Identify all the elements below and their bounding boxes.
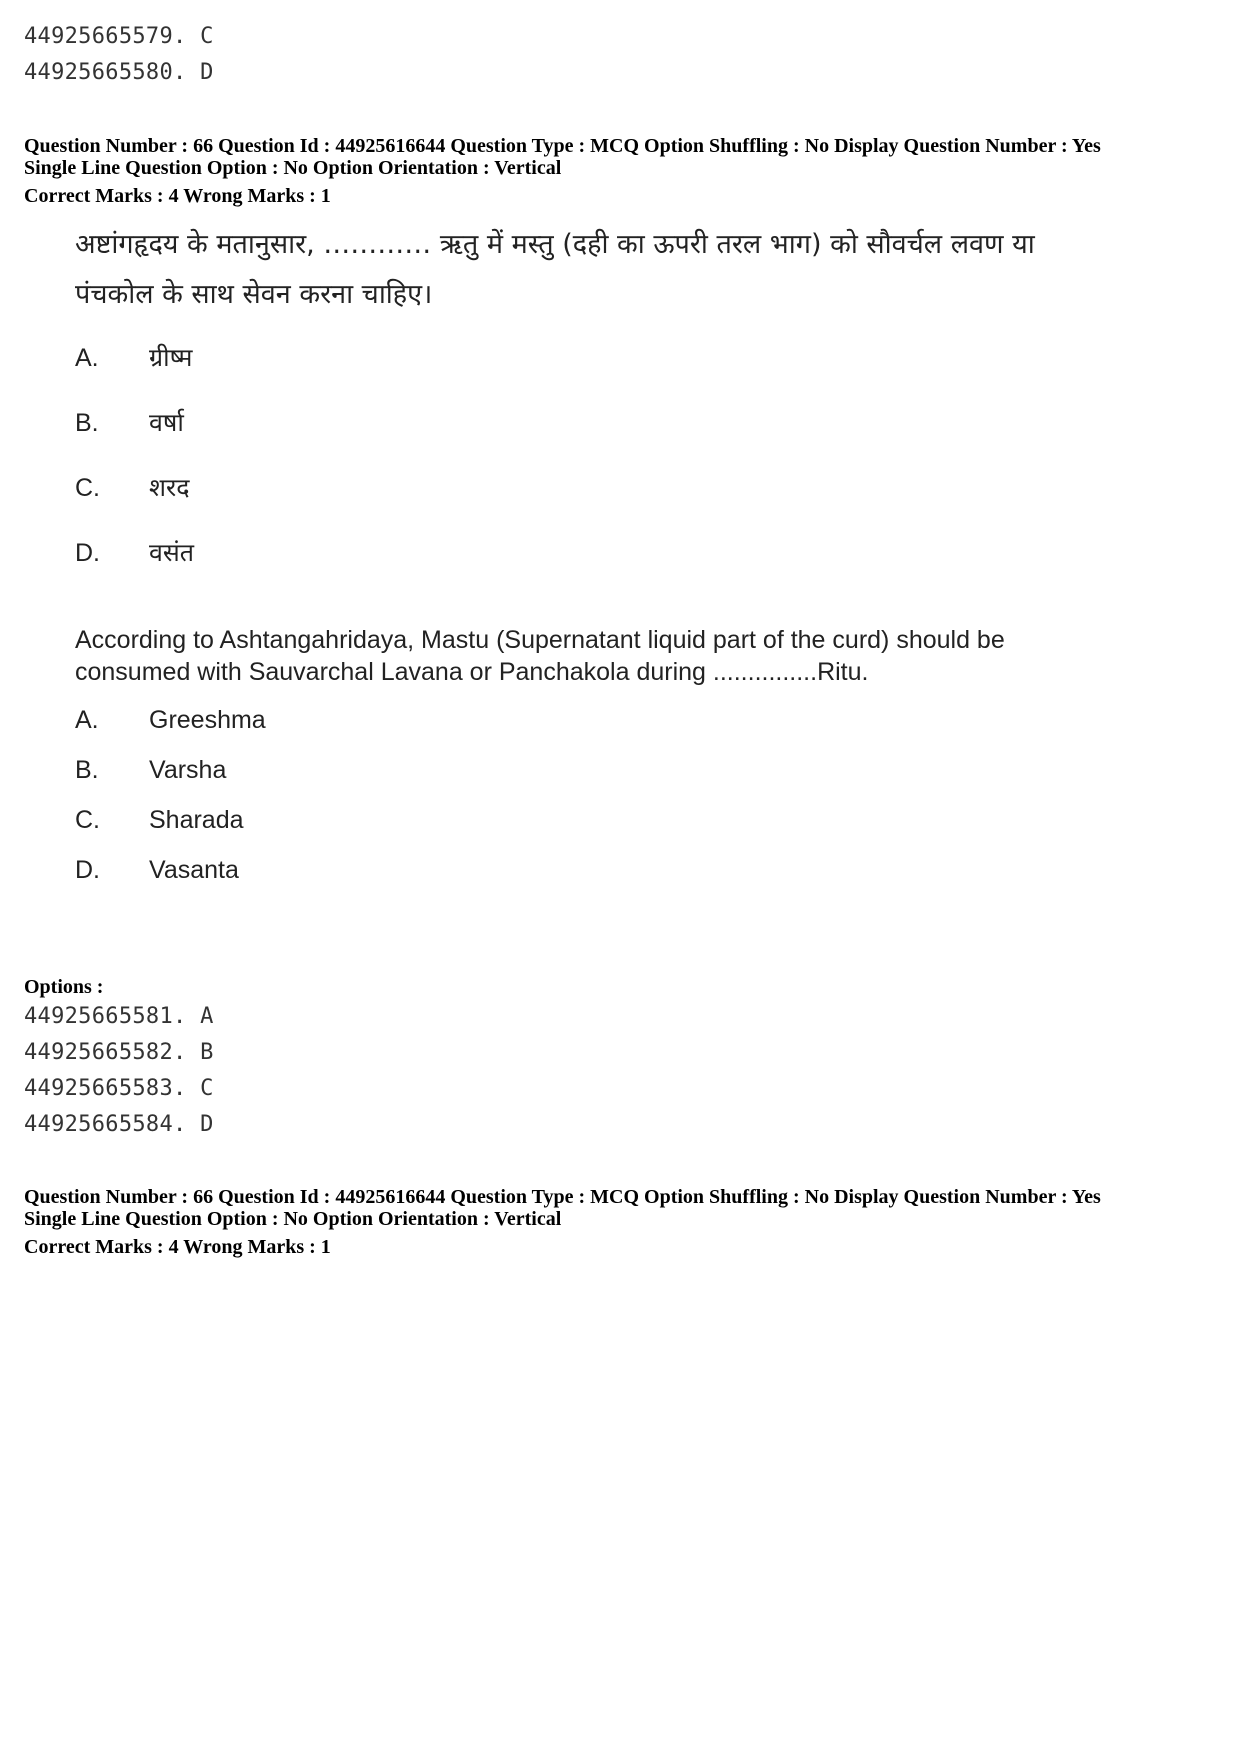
previous-option-c: 44925665579. C (24, 24, 214, 49)
question-english-line2: consumed with Sauvarchal Lavana or Panchakola during ...............Ritu. (75, 658, 869, 686)
answer-option-c: 44925665583. C (24, 1076, 214, 1101)
question-marks-line: Correct Marks : 4 Wrong Marks : 1 (24, 1236, 331, 1258)
option-letter: D. (75, 856, 100, 884)
answer-option-d: 44925665584. D (24, 1112, 214, 1137)
english-option-d (75, 856, 239, 885)
option-letter: C. (75, 806, 100, 834)
option-text: वसंत (149, 538, 195, 567)
question-meta-line2: Single Line Question Option : No Option Orientation : Vertical (24, 1208, 562, 1230)
question-hindi-line1: अष्टांगहृदय के मतानुसार, ………… ऋतु में मस्तु (दही का ऊपरी तरल भाग) को सौवर्चल लवण या (75, 229, 1035, 260)
question-meta-top (24, 135, 1224, 207)
question-hindi-text (75, 220, 1135, 320)
option-text: Varsha (149, 756, 227, 784)
answer-option-a: 44925665581. A (24, 1004, 214, 1029)
question-marks-line: Correct Marks : 4 Wrong Marks : 1 (24, 185, 331, 207)
option-letter: C. (75, 474, 100, 502)
previous-option-d: 44925665580. D (24, 60, 214, 85)
option-letter: B. (75, 756, 99, 784)
option-letter: B. (75, 409, 99, 437)
english-option-b (75, 756, 226, 785)
question-meta-line2: Single Line Question Option : No Option Orientation : Vertical (24, 157, 562, 179)
option-text: Vasanta (149, 856, 239, 884)
question-meta-line1: Question Number : 66 Question Id : 44925616644 Question Type : MCQ Option Shuffling : No Display Question Number : Yes (24, 135, 1101, 157)
option-text: शरद (149, 473, 190, 502)
question-meta-line1: Question Number : 66 Question Id : 44925616644 Question Type : MCQ Option Shuffling : No Display Question Number : Yes (24, 1186, 1101, 1208)
option-text: Greeshma (149, 706, 266, 734)
hindi-option-b (75, 405, 184, 439)
option-text: Sharada (149, 806, 244, 834)
hindi-option-c (75, 470, 190, 504)
english-option-c (75, 806, 244, 835)
options-label: Options : (24, 976, 104, 998)
hindi-option-d (75, 535, 194, 569)
question-english-line1: According to Ashtangahridaya, Mastu (Supernatant liquid part of the curd) should be (75, 626, 1005, 654)
option-letter: A. (75, 344, 99, 372)
option-letter: D. (75, 539, 100, 567)
question-english-text (75, 624, 1115, 688)
english-option-a (75, 706, 266, 735)
option-letter: A. (75, 706, 99, 734)
answer-option-b: 44925665582. B (24, 1040, 214, 1065)
option-text: ग्रीष्म (149, 343, 193, 372)
question-hindi-line2: पंचकोल के साथ सेवन करना चाहिए। (75, 279, 433, 310)
question-meta-bottom (24, 1186, 1224, 1258)
hindi-option-a (75, 340, 192, 374)
option-text: वर्षा (149, 408, 184, 437)
